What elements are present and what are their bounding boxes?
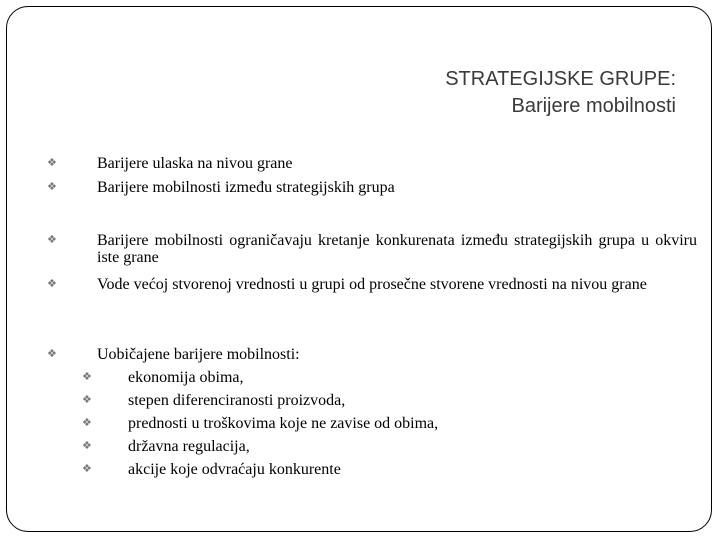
wing-bullet-icon: ❖ (82, 394, 92, 406)
wing-bullet-icon: ❖ (82, 463, 92, 475)
slide-title (445, 66, 676, 120)
bullet-text: Vode većoj stvorenoj vrednosti u grupi od prosečne stvorene vrednosti na nivou grane (97, 276, 647, 293)
wing-bullet-icon: ❖ (47, 181, 57, 193)
bullet-item (47, 346, 697, 363)
wing-bullet-icon: ❖ (47, 278, 57, 290)
sub-bullet-item (82, 392, 346, 409)
bullet-item (47, 232, 697, 266)
sub-bullet-text: stepen diferenciranosti proizvoda, (128, 392, 346, 409)
wing-bullet-icon: ❖ (47, 234, 57, 246)
title-line-2: Barijere mobilnosti (511, 95, 676, 117)
bullet-text: Barijere ulaska na nivou grane (97, 155, 293, 172)
sub-bullet-item (82, 415, 439, 432)
sub-bullet-item (82, 369, 244, 386)
bullet-text: Barijere mobilnosti između strategijskih grupa (97, 179, 395, 196)
bullet-item (47, 179, 697, 196)
wing-bullet-icon: ❖ (47, 157, 57, 169)
bullet-item (47, 155, 697, 172)
sub-bullet-item (82, 461, 341, 478)
sub-bullet-text: prednosti u troškovima koje ne zavise od obima, (128, 415, 439, 432)
wing-bullet-icon: ❖ (82, 440, 92, 452)
bullet-item (47, 276, 697, 293)
bullet-text: Barijere mobilnosti ograničavaju kretanje konkurenata između strategijskih grupa u okviru iste grane (97, 232, 697, 266)
wing-bullet-icon: ❖ (47, 348, 57, 360)
wing-bullet-icon: ❖ (82, 417, 92, 429)
sub-bullet-item (82, 438, 250, 455)
title-line-1: STRATEGIJSKE GRUPE: (445, 68, 676, 90)
wing-bullet-icon: ❖ (82, 371, 92, 383)
sub-bullet-text: državna regulacija, (128, 438, 250, 455)
bullet-text: Uobičajene barijere mobilnosti: (97, 346, 300, 363)
sub-bullet-text: ekonomija obima, (128, 369, 244, 386)
sub-bullet-text: akcije koje odvraćaju konkurente (128, 461, 341, 478)
